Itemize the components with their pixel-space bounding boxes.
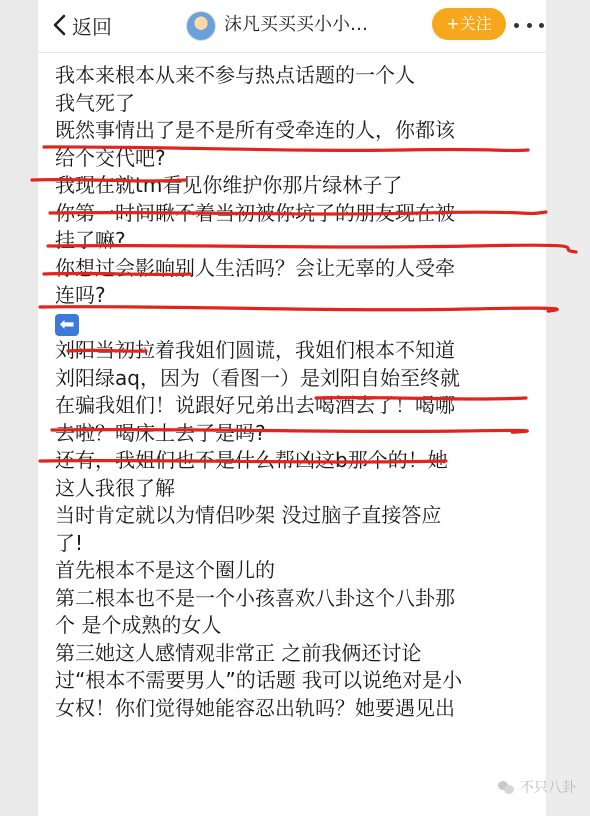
post-line: 既然事情出了是不是所有受牵连的人，你都该 xyxy=(55,118,455,142)
post-line: 女权！你们觉得她能容忍出轨吗？她要遇见出 xyxy=(55,695,455,720)
post-line: 连吗? xyxy=(55,283,106,307)
post-line: 去啦？喝床上去了是吗? xyxy=(55,420,266,445)
post-line: 在骗我姐们！说跟好兄弟出去喝酒去了！喝哪 xyxy=(55,393,455,417)
watermark-text: 不只八卦 xyxy=(520,780,576,796)
post-line: 我本来根本从来不参与热点话题的一个人 xyxy=(55,63,415,87)
post-line: 首先根本不是这个圈儿的 xyxy=(55,558,275,582)
author-avatar[interactable] xyxy=(186,11,216,41)
post-line: 当时肯定就以为情侣吵架 没过脑子直接答应 xyxy=(55,503,442,527)
post-body xyxy=(55,62,525,722)
post-line: 还有，我姐们也不是什么帮凶这b那个的！她 xyxy=(55,448,448,472)
author-name[interactable]: 沫凡买买买小小… xyxy=(224,14,368,35)
more-options-icon[interactable] xyxy=(514,12,544,38)
left-margin xyxy=(0,0,38,816)
right-margin xyxy=(546,0,590,816)
chevron-left-icon xyxy=(52,14,66,36)
back-arrow-emoji-icon: ⬅ xyxy=(55,314,79,336)
post-line: 刘阳当初拉着我姐们圆谎，我姐们根本不知道 xyxy=(55,338,455,362)
post-line: 我现在就tm看见你维护你那片绿林子了 xyxy=(55,173,403,197)
post-line: 这人我很了解 xyxy=(55,475,175,500)
post-line: 给个交代吧? xyxy=(55,145,166,170)
top-nav-bar xyxy=(38,0,546,53)
watermark xyxy=(498,774,576,800)
post-line: 我气死了 xyxy=(55,90,135,115)
back-button[interactable] xyxy=(52,10,112,40)
post-line: 挂了嘛? xyxy=(55,228,126,252)
wechat-icon xyxy=(498,780,514,794)
back-label: 返回 xyxy=(72,14,112,39)
post-line: 了! xyxy=(55,530,84,555)
post-line: 第二根本也不是一个小孩喜欢八卦这个八卦那 xyxy=(55,585,455,610)
post-line: 你第一时间瞅不着当初被你坑了的朋友现在被 xyxy=(55,200,455,225)
post-line: 刘阳绿aq，因为（看图一）是刘阳自始至终就 xyxy=(55,365,460,390)
follow-button[interactable]: +关注 xyxy=(432,8,506,40)
emoji-line xyxy=(55,310,525,338)
post-line: 个 是个成熟的女人 xyxy=(55,613,222,637)
post-line: 过“根本不需要男人”的话题 我可以说绝对是小 xyxy=(55,668,463,692)
post-line: 第三她这人感情观非常正 之前我俩还讨论 xyxy=(55,640,422,665)
post-line: 你想过会影响别人生活吗？会让无辜的人受牵 xyxy=(55,255,455,280)
